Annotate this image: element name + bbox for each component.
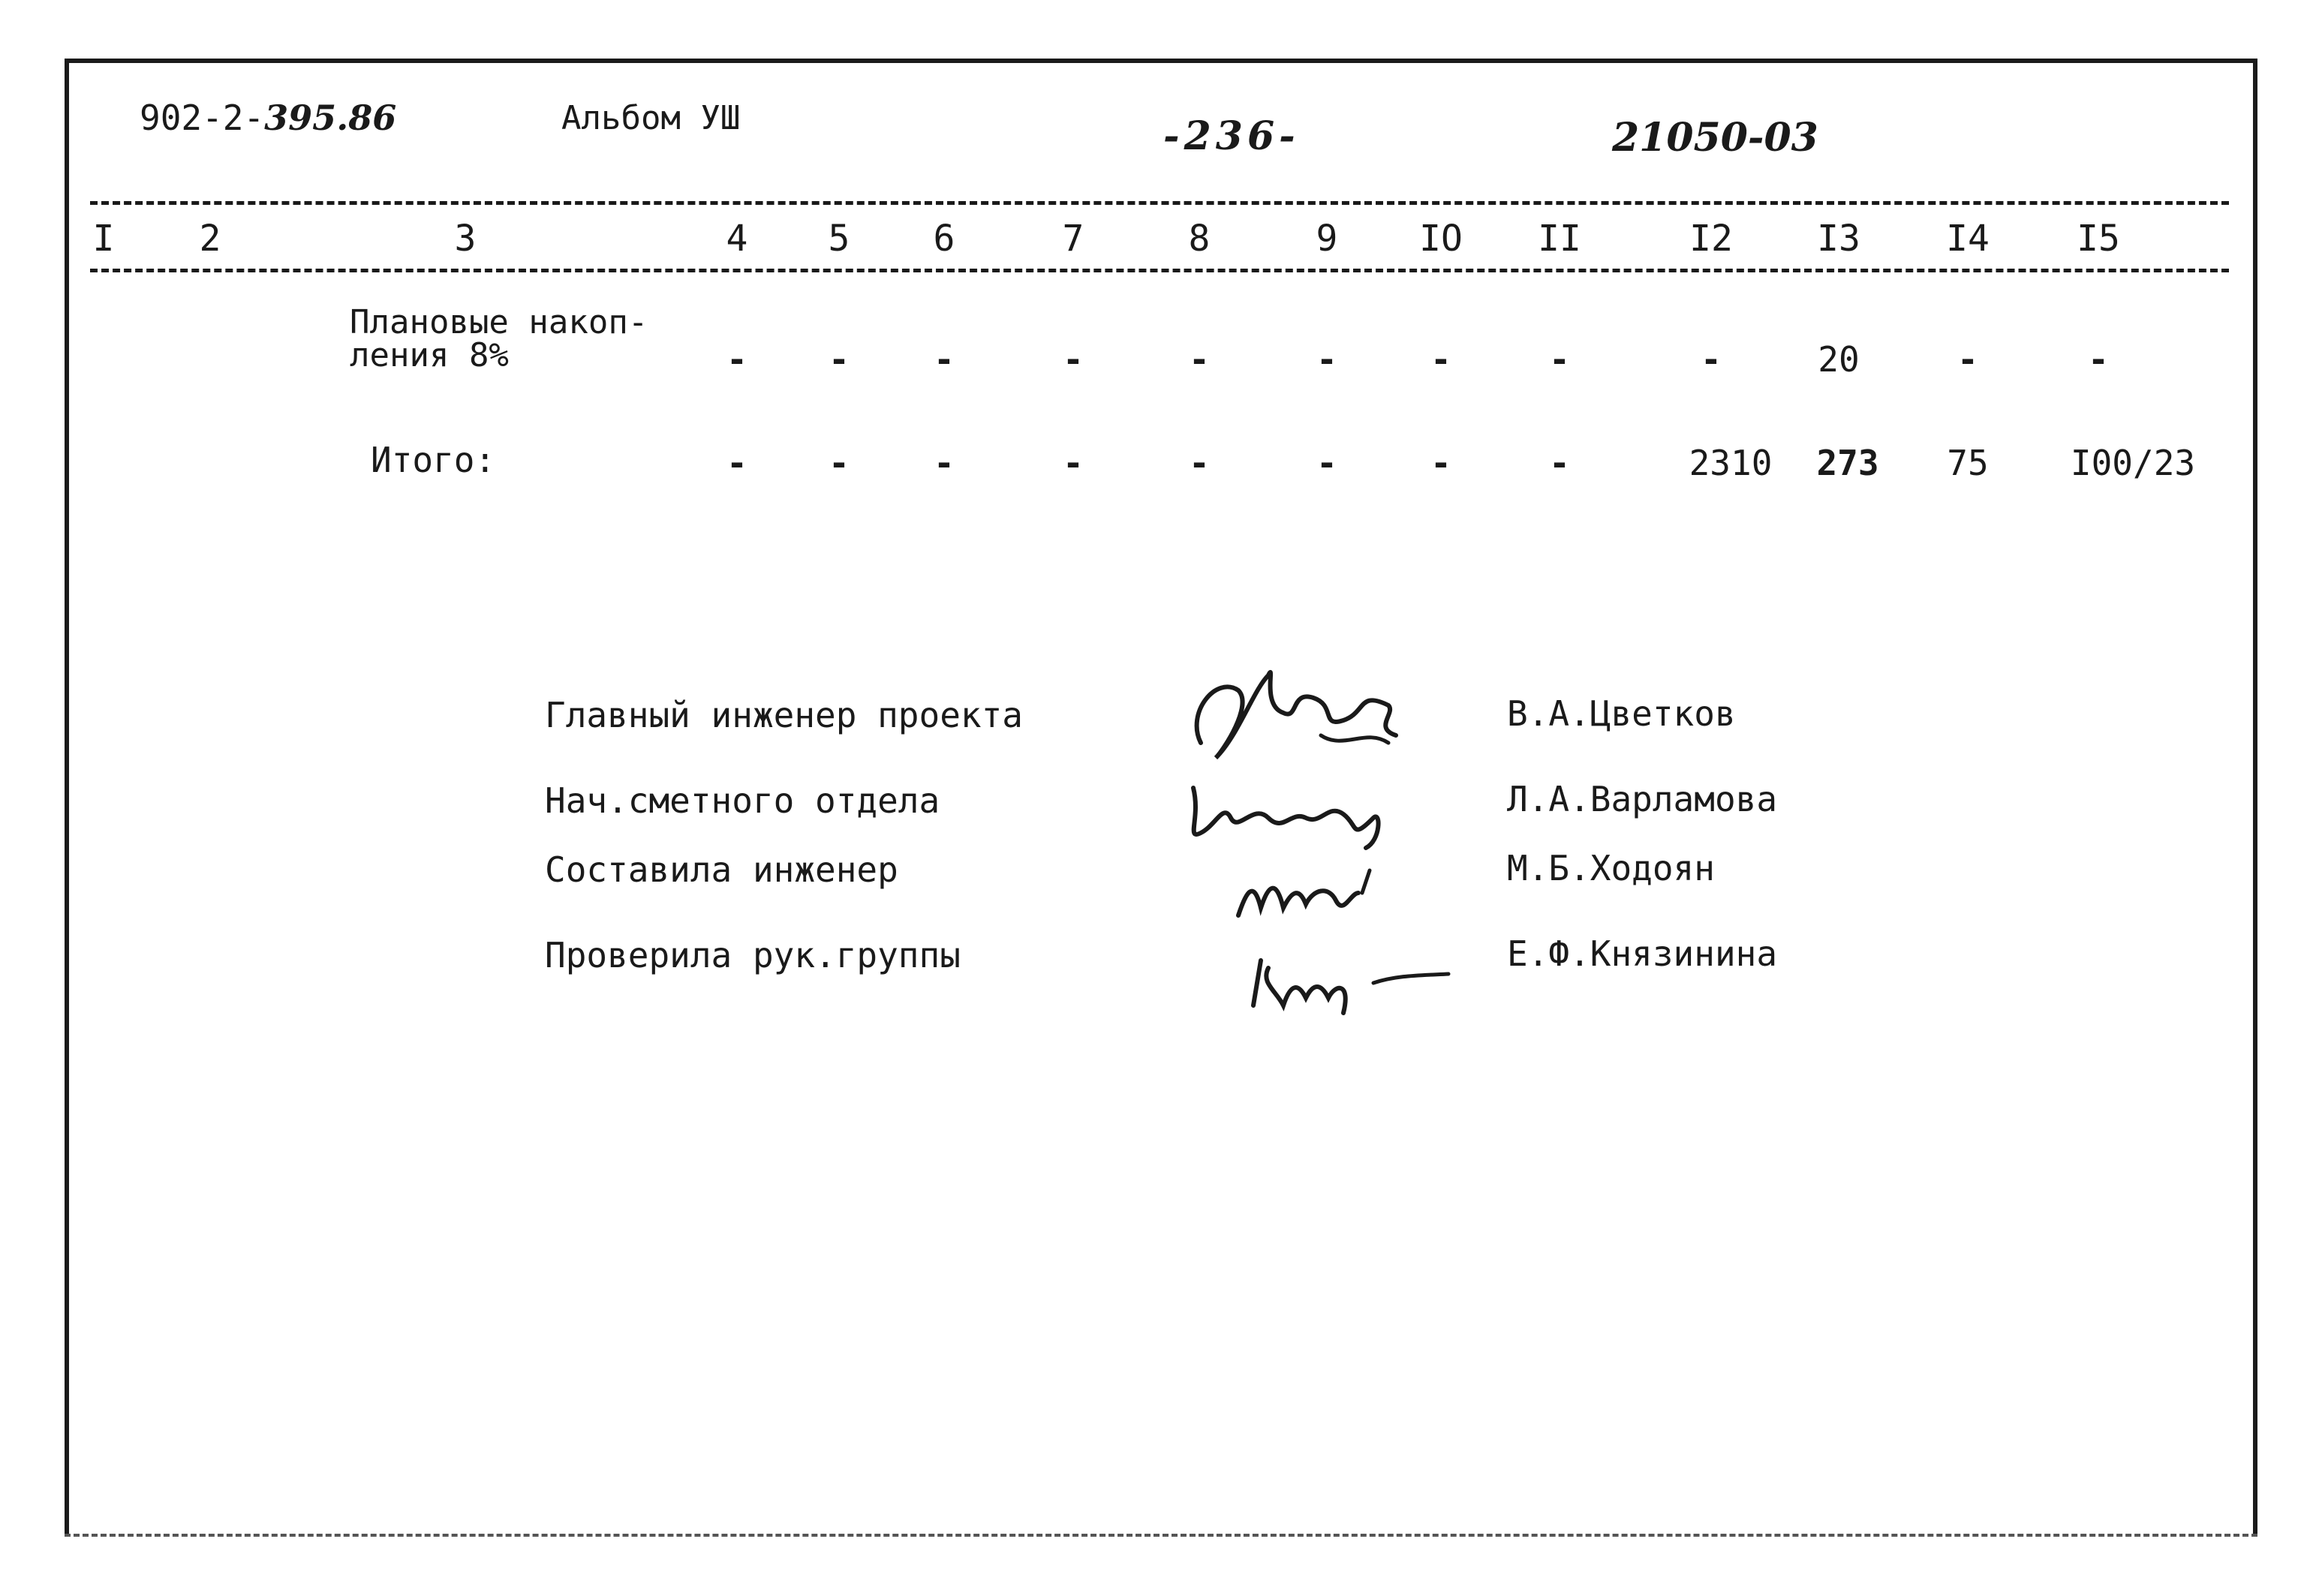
table-cell: -	[1316, 339, 1337, 380]
table-cell: 75	[1947, 443, 1989, 483]
column-number: 8	[1188, 218, 1211, 260]
signature-name: Л.А.Варламова	[1507, 779, 1778, 819]
column-number: I3	[1817, 218, 1860, 260]
table-cell: 20	[1818, 339, 1860, 380]
column-number: IO	[1419, 218, 1463, 260]
table-cell: 2310	[1689, 443, 1773, 483]
signature-name: М.Б.Ходоян	[1507, 848, 1715, 888]
column-number: 6	[933, 218, 955, 260]
header-bottom-rule	[90, 269, 2229, 272]
sheet-code: 21050-03	[1612, 115, 1818, 161]
table-cell: -	[829, 443, 850, 483]
signature-role: Проверила рук.группы	[545, 935, 961, 975]
album-label: Альбом УШ	[561, 99, 741, 137]
table-cell: -	[1430, 339, 1451, 380]
row-label: Итого:	[371, 440, 496, 480]
table-cell: -	[1430, 443, 1451, 483]
table-cell: -	[1957, 339, 1978, 380]
row-label: Плановые накоп-	[350, 303, 648, 341]
table-cell: -	[2088, 339, 2109, 380]
table-cell: -	[1189, 443, 1210, 483]
table-cell: -	[726, 339, 747, 380]
signature-role: Главный инженер проекта	[545, 695, 1023, 735]
table-cell: 273	[1816, 443, 1879, 483]
signature-role: Составила инженер	[545, 849, 898, 890]
column-number: 9	[1316, 218, 1338, 260]
column-number: II	[1538, 218, 1581, 260]
table-cell: -	[1549, 443, 1570, 483]
row-label: ления 8%	[350, 336, 509, 374]
table-cell: -	[726, 443, 747, 483]
table-cell: -	[1063, 443, 1084, 483]
table-cell: -	[1189, 339, 1210, 380]
signature-name: Е.Ф.Князинина	[1507, 933, 1778, 974]
column-number: I	[92, 218, 115, 260]
doc-code	[140, 98, 397, 138]
column-number: 5	[828, 218, 850, 260]
column-number: I2	[1689, 218, 1733, 260]
table-cell: -	[1316, 443, 1337, 483]
column-number: I4	[1946, 218, 1990, 260]
signature-scribble	[1171, 773, 1411, 855]
table-cell: -	[934, 339, 955, 380]
table-cell: -	[1701, 339, 1722, 380]
column-number: 2	[199, 218, 221, 260]
column-number: I5	[2077, 218, 2120, 260]
table-cell: I00/23	[2070, 443, 2196, 483]
signature-scribble	[1246, 938, 1471, 1020]
page-frame	[65, 59, 2257, 1534]
column-number: 4	[726, 218, 748, 260]
page-number: -236-	[1163, 113, 1300, 159]
doc-code-suffix: 395.86	[264, 98, 397, 138]
table-cell: -	[1549, 339, 1570, 380]
table-cell: -	[829, 339, 850, 380]
column-number: 7	[1062, 218, 1084, 260]
signature-scribble	[1223, 863, 1388, 930]
signature-role: Нач.сметного отдела	[545, 780, 940, 821]
signature-name: В.А.Цветков	[1507, 693, 1736, 734]
signature-scribble	[1171, 645, 1411, 773]
table-cell: -	[1063, 339, 1084, 380]
header-top-rule	[90, 201, 2229, 205]
column-number: 3	[454, 218, 477, 260]
doc-code-prefix: 902-2-	[140, 98, 265, 138]
bottom-edge	[65, 1534, 2257, 1537]
table-cell: -	[934, 443, 955, 483]
